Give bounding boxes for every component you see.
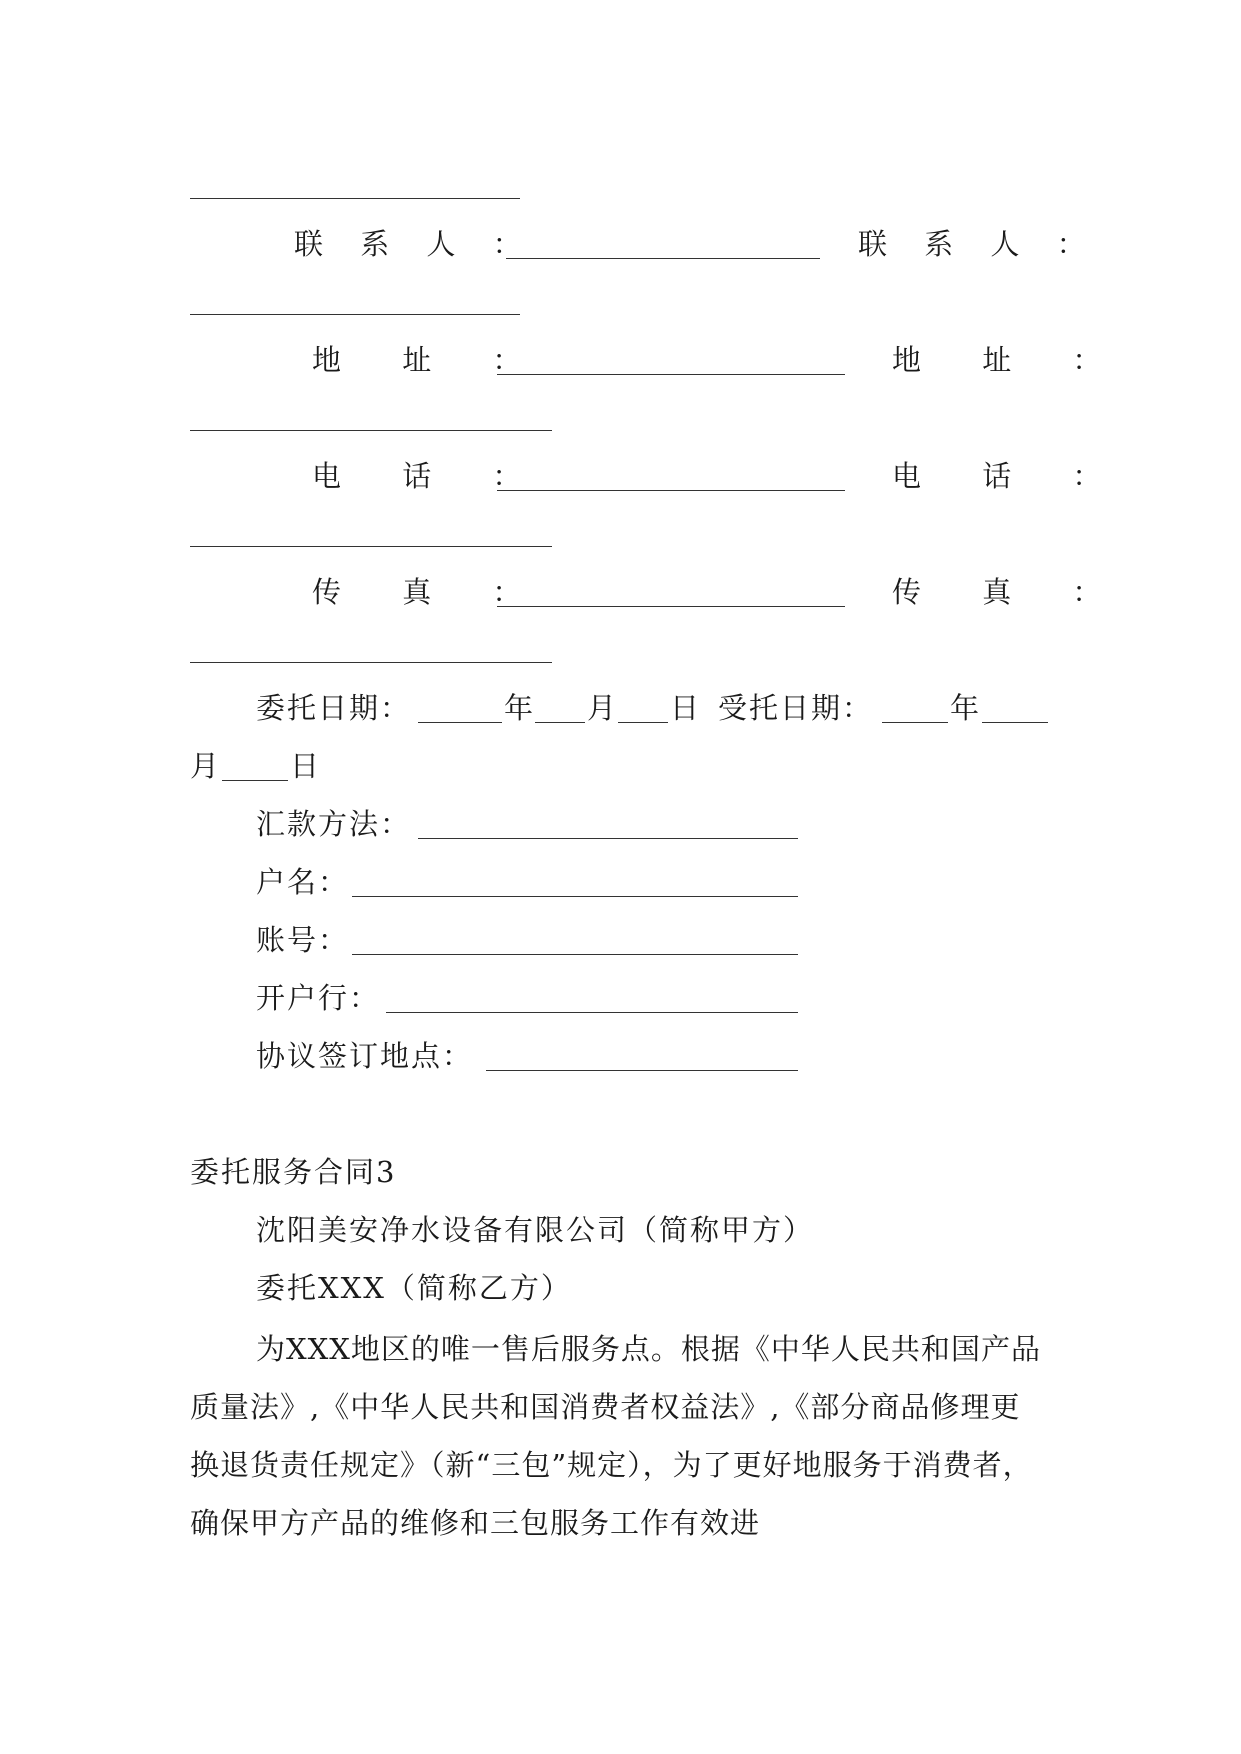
fax-label-a: 传 真 ： — [312, 575, 548, 609]
sign-place-label: 协议签订地点： — [256, 1039, 474, 1073]
entrust-month-blank — [535, 722, 585, 723]
entrust-date-label: 委托日期： — [256, 691, 412, 725]
address-blank-b — [190, 430, 552, 431]
phone-label-b: 电 话 ： — [892, 459, 1128, 493]
account-number-label: 账号： — [256, 923, 350, 957]
entrust-year-unit: 年 — [504, 691, 534, 725]
accept-day-blank — [222, 780, 288, 781]
account-number-blank — [352, 954, 798, 955]
contact-person-label-a: 联 系 人 ： — [294, 227, 536, 261]
entrust-month-unit: 月 — [587, 691, 617, 725]
party-b-line: 委托XXX（简称乙方） — [256, 1271, 572, 1305]
accept-year-unit: 年 — [950, 691, 980, 725]
contact-person-label-b: 联 系 人 ： — [858, 227, 1100, 261]
entrust-year-blank — [418, 722, 502, 723]
body-paragraph — [190, 1320, 1050, 1552]
account-name-blank — [352, 896, 798, 897]
bank-label: 开户行： — [256, 981, 381, 1015]
accept-day-unit: 日 — [290, 749, 320, 783]
fax-label-b: 传 真 ： — [892, 575, 1128, 609]
contact-person-blank-a — [506, 258, 820, 259]
accept-month-blank — [982, 722, 1048, 723]
payment-method-label: 汇款方法： — [256, 807, 412, 841]
address-blank-a — [497, 374, 845, 375]
party-a-line: 沈阳美安净水设备有限公司（简称甲方） — [256, 1213, 815, 1247]
account-name-label: 户名： — [256, 865, 350, 899]
address-label-b: 地 址 ： — [892, 343, 1128, 377]
accept-year-blank — [882, 722, 948, 723]
fax-blank-a — [497, 606, 845, 607]
entrust-day-unit: 日 — [670, 691, 700, 725]
blank-line — [190, 198, 520, 199]
accept-month-unit: 月 — [190, 749, 220, 783]
body-text: 为XXX地区的唯一售后服务点。根据《中华人民共和国产品质量法》,《中华人民共和国消费者权益法》,《部分商品修理更换退货责任规定》（新“三包”规定），为了更好地服务于消费者，确保甲方产品的维修和三包服务工作有效进 — [190, 1332, 1041, 1540]
entrust-day-blank — [618, 722, 668, 723]
fax-blank-b — [190, 662, 552, 663]
payment-method-blank — [418, 838, 798, 839]
phone-blank-a — [497, 490, 845, 491]
accept-date-label: 受托日期： — [718, 691, 874, 725]
phone-blank-b — [190, 546, 552, 547]
sign-place-blank — [486, 1070, 798, 1071]
bank-blank — [386, 1012, 798, 1013]
phone-label-a: 电 话 ： — [312, 459, 548, 493]
section-title: 委托服务合同3 — [190, 1155, 397, 1189]
contact-person-blank-b — [190, 314, 520, 315]
address-label-a: 地 址 ： — [312, 343, 548, 377]
